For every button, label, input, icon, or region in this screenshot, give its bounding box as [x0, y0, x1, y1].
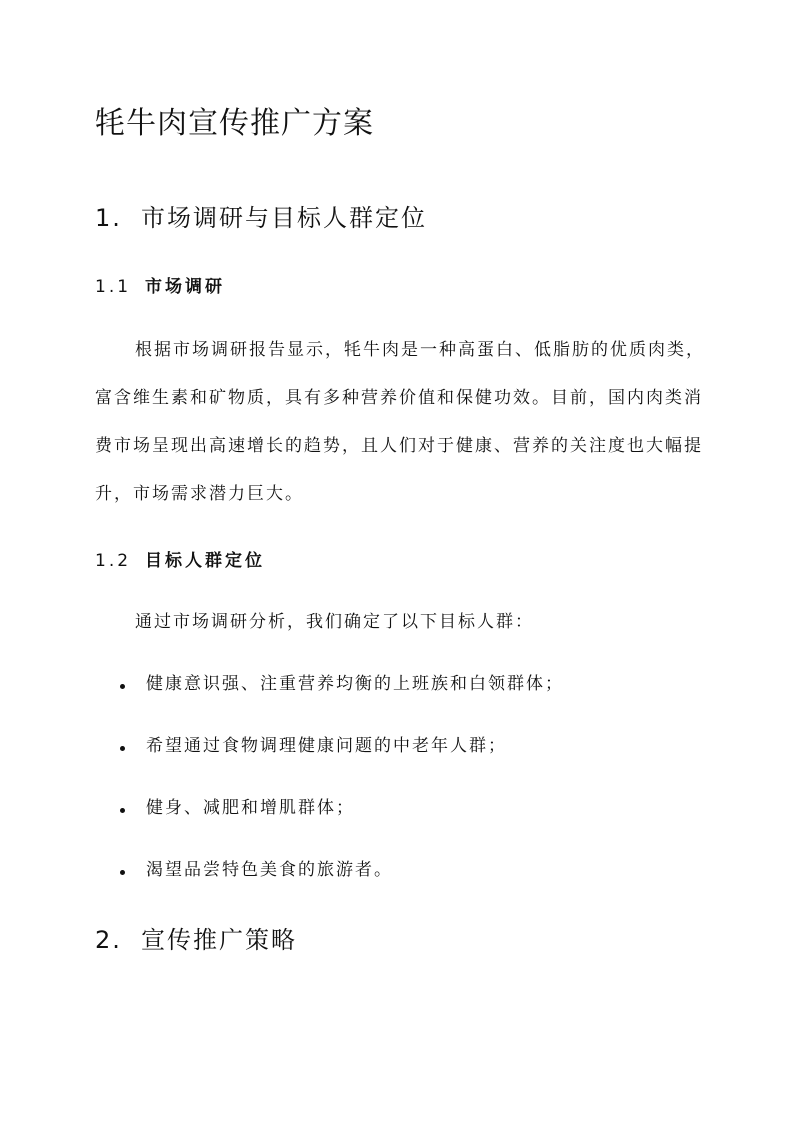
section-2-title: 宣传推广策略 — [141, 926, 297, 954]
subsection-1-2-title: 目标人群定位 — [145, 551, 265, 571]
subsection-1-1-heading — [95, 272, 225, 297]
subsection-1-1-number: 1.1 — [95, 277, 132, 297]
section-1-title: 市场调研与目标人群定位 — [141, 204, 427, 232]
bullet-icon — [120, 870, 125, 875]
section-1-number: 1. — [95, 204, 122, 232]
target-audience-lead: 通过市场调研分析，我们确定了以下目标人群： — [135, 612, 534, 632]
subsection-1-2-number: 1.2 — [95, 551, 132, 571]
list-item-text: 渴望品尝特色美食的旅游者。 — [146, 860, 393, 880]
subsection-1-1-title: 市场调研 — [145, 277, 225, 297]
bullet-icon — [120, 808, 125, 813]
list-item-text: 健身、减肥和增肌群体； — [146, 798, 355, 818]
list-item-text: 健康意识强、注重营养均衡的上班族和白领群体； — [146, 674, 564, 694]
bullet-icon — [120, 746, 125, 751]
section-1-heading — [95, 198, 427, 233]
market-research-paragraph: 根据市场调研报告显示，牦牛肉是一种高蛋白、低脂肪的优质肉类，富含维生素和矿物质，具有多种营养价值和保健功效。目前，国内肉类消费市场呈现出高速增长的趋势，且人们对于健康、营养的关注度也大幅提升，市场需求潜力巨大。 — [95, 340, 705, 504]
list-item-text: 希望通过食物调理健康问题的中老年人群； — [146, 736, 507, 756]
list-item — [120, 724, 564, 786]
bullet-icon — [120, 684, 125, 689]
list-item — [120, 786, 564, 848]
list-item — [120, 848, 564, 910]
document-title: 牦牛肉宣传推广方案 — [95, 106, 374, 141]
subsection-1-2-heading — [95, 546, 265, 571]
section-2-heading — [95, 920, 297, 955]
target-audience-list — [120, 662, 564, 910]
section-2-number: 2. — [95, 926, 122, 954]
list-item — [120, 662, 564, 724]
